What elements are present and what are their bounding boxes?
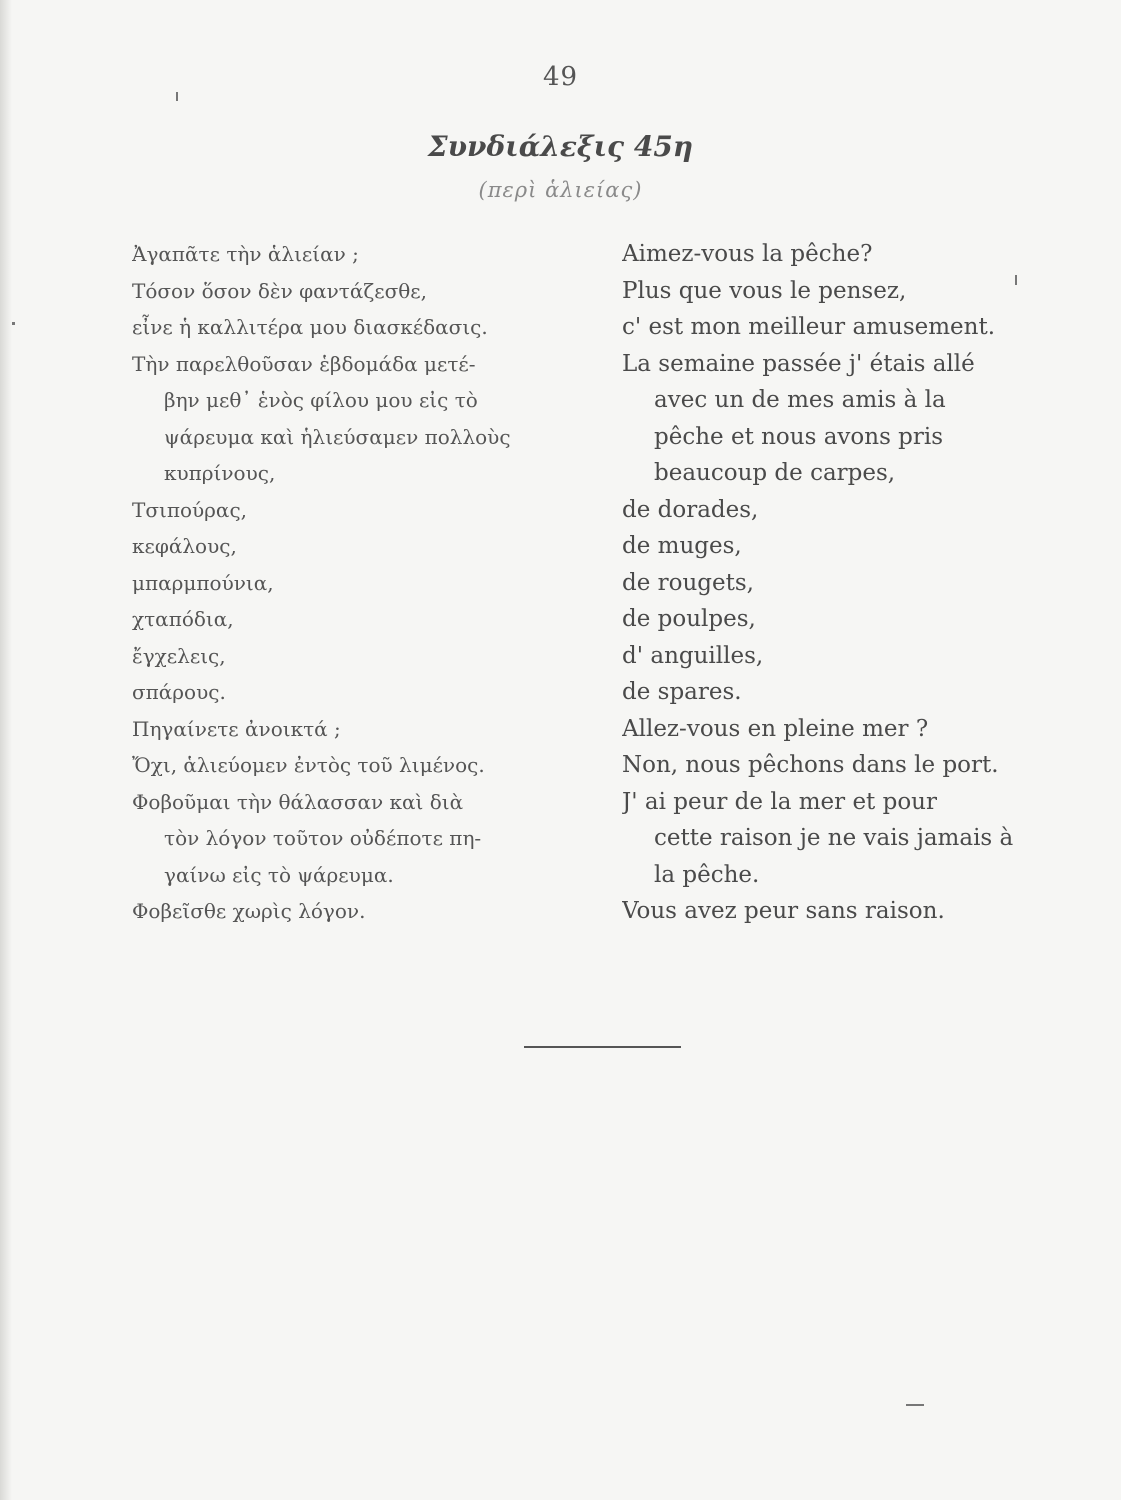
french-line: la pêche.: [654, 861, 760, 888]
greek-line: γαίνω εἰς τὸ ψάρευμα.: [164, 862, 394, 887]
greek-line: Τὴν παρελθοῦσαν ἑβδομάδα μετέ-: [132, 351, 476, 376]
french-line: avec un de mes amis à la: [654, 387, 946, 413]
greek-line: Τόσον ὅσον δὲν φαντάζεσθε,: [132, 278, 427, 303]
greek-line: Πηγαίνετε ἀνοικτά ;: [132, 716, 341, 741]
french-line: c' est mon meilleur amusement.: [622, 314, 996, 340]
section-divider: [524, 1046, 681, 1048]
greek-line: εἶνε ἡ καλλιτέρα μου διασκέδασις.: [132, 315, 488, 339]
french-line: d' anguilles,: [622, 642, 764, 669]
greek-line: Τσιπούρας,: [132, 497, 247, 522]
print-speck: [906, 1404, 924, 1406]
french-line: beaucoup de carpes,: [654, 460, 896, 486]
print-speck: [176, 92, 178, 101]
greek-line: Φοβοῦμαι τὴν θάλασσαν καὶ διὰ: [132, 789, 464, 814]
greek-line: Ὄχι, ἁλιεύομεν ἐντὸς τοῦ λιμένος.: [132, 753, 485, 777]
greek-line: μπαρμπούνια,: [132, 570, 274, 595]
french-line: Aimez-vous la pêche?: [622, 241, 873, 267]
print-speck: [12, 322, 15, 325]
greek-line: Ἀγαπᾶτε τὴν ἁλιείαν ;: [132, 242, 359, 266]
french-line: de muges,: [622, 533, 742, 559]
french-line: de spares.: [622, 679, 742, 705]
greek-line: σπάρους.: [132, 680, 226, 704]
french-line: de poulpes,: [622, 606, 756, 632]
greek-column: [132, 236, 602, 930]
greek-line: ψάρευμα καὶ ἡλιεύσαμεν πολλοὺς: [164, 424, 511, 449]
french-column: [622, 236, 1077, 930]
greek-line: βην μεθ᾽ ἑνὸς φίλου μου εἰς τὸ: [164, 388, 478, 412]
greek-line: τὸν λόγον τοῦτον οὐδέποτε πη-: [164, 826, 482, 850]
greek-line: κεφάλους,: [132, 534, 237, 558]
greek-line: Φοβεῖσθε χωρὶς λόγον.: [132, 899, 366, 923]
dialogue-subtitle: (περὶ ἁλιείας): [478, 178, 643, 202]
french-line: cette raison je ne vais jamais à: [654, 825, 1014, 851]
dialogue-title: Συνδιάλεξις 45η: [427, 130, 694, 163]
page-number: 49: [542, 62, 579, 92]
french-line: Non, nous pêchons dans le port.: [622, 752, 999, 778]
french-line: J' ai peur de la mer et pour: [622, 788, 937, 815]
french-line: pêche et nous avons pris: [654, 423, 944, 450]
greek-line: ἔγχελεις,: [132, 643, 226, 668]
french-line: La semaine passée j' étais allé: [622, 350, 975, 377]
page-edge-shadow: [0, 0, 12, 1500]
french-line: Vous avez peur sans raison.: [622, 898, 945, 924]
french-line: Allez-vous en pleine mer ?: [622, 715, 929, 742]
french-line: de dorades,: [622, 496, 759, 523]
french-line: de rougets,: [622, 569, 754, 596]
greek-line: κυπρίνους,: [164, 461, 276, 485]
greek-line: χταπόδια,: [132, 607, 234, 631]
print-speck: [1015, 275, 1017, 285]
french-line: Plus que vous le pensez,: [622, 277, 907, 304]
